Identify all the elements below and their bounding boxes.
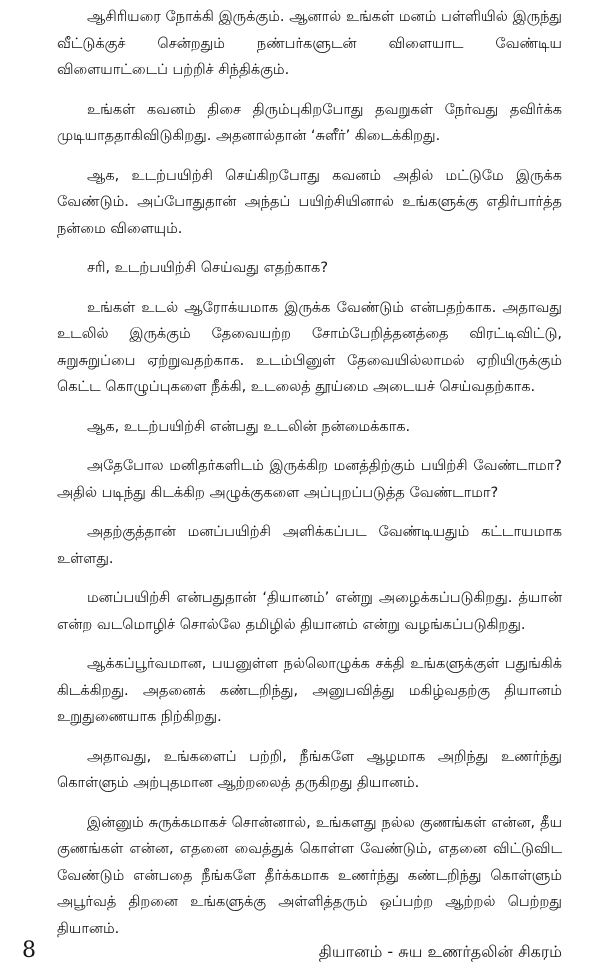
running-title: தியானம் - சுய உணர்தலின் சிகரம்	[318, 942, 562, 961]
page-number: 8	[22, 938, 36, 963]
page-footer	[22, 938, 562, 966]
paragraph-4: சரி, உடற்பயிற்சி செய்வது எதற்காக?	[87, 260, 329, 276]
paragraph-5: உங்கள் உடல் ஆரோக்யமாக இருக்க வேண்டும் என்பதற்காக. அதாவது உடலில் இருக்கும் தேவையற்ற சோம்பேறித்தனத்தை விரட்டிவிட்டு, சுறுசுறுப்பை ஏற்றுவதற்காக. உடம்பினுள் தேவையில்லாமல் ஏறியிருக்கும் கெட்ட கொழுப்புகளை நீக்கி, உடலைத் தூய்மை அடையச் செய்வதற்காக.	[57, 299, 562, 395]
paragraph-3: ஆக, உடற்பயிற்சி செய்கிறபோது கவனம் அதில் மட்டுமே இருக்க வேண்டும். அப்போதுதான் அந்தப் பயிற்சியினால் உங்களுக்கு எதிர்பார்த்த நன்மை விளையும்.	[57, 167, 562, 237]
paragraph-6: ஆக, உடற்பயிற்சி என்பது உடலின் நன்மைக்காக.	[87, 418, 411, 435]
paragraph-12: இன்னும் சுருக்கமாகச் சொன்னால், உங்களது நல்ல குணங்கள் என்ன, தீய குணங்கள் என்ன, எதனை வைத்துக் கொள்ள வேண்டும், எதனை விட்டுவிட வேண்டும் என்பதை நீங்களே தீர்க்கமாக உணர்ந்து கண்டறிந்து கொள்ளும் அபூர்வத் திறனை உங்களுக்கு அள்ளித்தரும் ஒப்பற்ற ஆற்றல் பெற்றது தியானம்.	[57, 814, 562, 937]
paragraph-7: அதேபோல மனிதர்களிடம் இருக்கிற மனத்திற்கும் பயிற்சி வேண்டாமா? அதில் படிந்து கிடக்கிற அழுக்குகளை அப்புறப்படுத்த வேண்டாமா?	[57, 458, 562, 501]
paragraph-8: அதற்குத்தான் மனப்பயிற்சி அளிக்கப்பட வேண்டியதும் கட்டாயமாக உள்ளது.	[57, 524, 562, 567]
page-body-text	[57, 4, 562, 955]
paragraph-1: ஆசிரியரை நோக்கி இருக்கும். ஆனால் உங்கள் மனம் பள்ளியில் இருந்து வீட்டுக்குச் சென்றதும் நண்பர்களுடன் விளையாட வேண்டிய விளையாட்டைப் பற்றிச் சிந்திக்கும்.	[57, 9, 562, 78]
paragraph-2: உங்கள் கவனம் திசை திரும்புகிறபோது தவறுகள் நேர்வது தவிர்க்க முடியாததாகிவிடுகிறது. அதனால்தான் ‘சுளீர்’ கிடைக்கிறது.	[57, 101, 562, 144]
paragraph-11: அதாவது, உங்களைப் பற்றி, நீங்களே ஆழமாக அறிந்து உணர்ந்து கொள்ளும் அற்புதமான ஆற்றலைத் தருகிறது தியானம்.	[57, 748, 562, 791]
paragraph-9: மனப்பயிற்சி என்பதுதான் ‘தியானம்’ என்று அழைக்கப்படுகிறது. த்யான் என்ற வடமொழிச் சொல்லே தமிழில் தியானம் என்று வழங்கப்படுகிறது.	[57, 590, 562, 633]
paragraph-10: ஆக்கப்பூர்வமான, பயனுள்ள நல்லொழுக்க சக்தி உங்களுக்குள் பதுங்கிக் கிடக்கிறது. அதனைக் கண்டறிந்து, அனுபவித்து மகிழ்வதற்கு தியானம் உறுதுணையாக நிற்கிறது.	[57, 656, 562, 725]
